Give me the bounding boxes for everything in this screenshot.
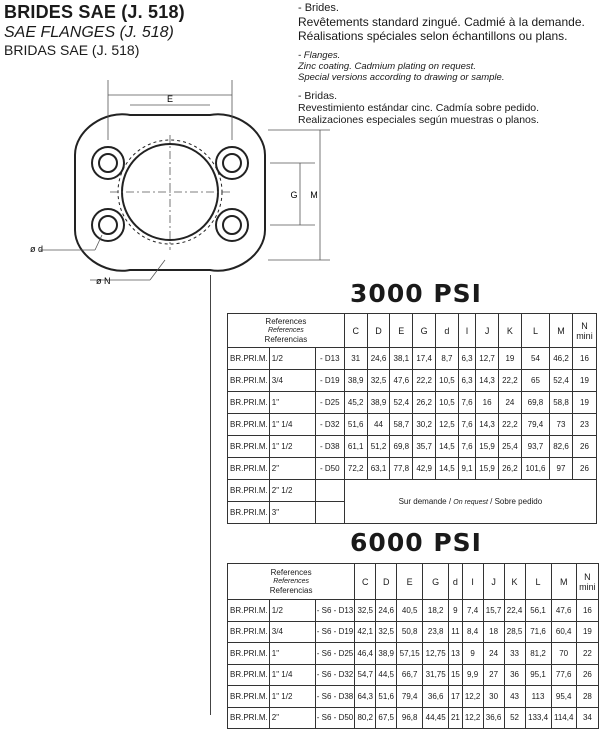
ref-code: - S6 - D50 <box>315 707 354 729</box>
table-cell: 19 <box>576 621 598 643</box>
ref-header-french: References <box>265 317 307 326</box>
table-cell: 40,5 <box>397 600 423 622</box>
ref-model: BR.PRI.M. <box>228 436 270 458</box>
table-cell: 14,3 <box>476 414 499 436</box>
col-header: J <box>476 314 499 348</box>
table-cell: 12,2 <box>462 686 483 708</box>
table-cell: 36,6 <box>423 686 449 708</box>
title-english: SAE FLANGES (J. 518) <box>4 24 174 41</box>
table-cell: 24 <box>499 392 522 414</box>
table-cell: 69,8 <box>521 392 549 414</box>
table-row <box>228 458 597 480</box>
table-cell: 80,2 <box>355 707 376 729</box>
psi6000-title: 6000 PSI <box>350 528 482 557</box>
table-cell: 42,1 <box>355 621 376 643</box>
table-row <box>228 414 597 436</box>
col-header: E <box>390 314 413 348</box>
dimension-n-label: ø N <box>96 276 111 286</box>
table-cell: 36 <box>504 664 525 686</box>
ref-code: - D13 <box>315 348 344 370</box>
table-cell: 16 <box>476 392 499 414</box>
ref-code: - S6 - D38 <box>315 686 354 708</box>
col-header: L <box>525 564 551 600</box>
table-cell: 63,1 <box>367 458 390 480</box>
table-cell: 26,2 <box>413 392 436 414</box>
ref-model: BR.PRI.M. <box>228 686 270 708</box>
table-cell: 26 <box>576 664 598 686</box>
ref-size: 1/2 <box>269 600 315 622</box>
ref-size: 1" <box>269 392 315 414</box>
table-cell: 31,75 <box>423 664 449 686</box>
table-cell: 19 <box>499 348 522 370</box>
table-cell: 22,2 <box>499 370 522 392</box>
table-cell: 77,6 <box>551 664 576 686</box>
col-n-mini-label: mini <box>579 581 596 592</box>
table-cell: 38,9 <box>376 643 397 665</box>
ref-code <box>315 480 344 502</box>
table-cell: 24,6 <box>367 348 390 370</box>
table-cell: 82,6 <box>550 436 573 458</box>
table-cell: 22,2 <box>499 414 522 436</box>
ref-code <box>315 502 344 524</box>
ref-model: BR.PRI.M. <box>228 392 270 414</box>
ref-code: - D50 <box>315 458 344 480</box>
ref-size: 3" <box>269 502 315 524</box>
table-row <box>228 480 597 502</box>
table-cell: 32,5 <box>355 600 376 622</box>
table-cell: 7,6 <box>458 436 475 458</box>
table-cell: 52,4 <box>550 370 573 392</box>
col-header: L <box>521 314 549 348</box>
ref-size: 3/4 <box>269 370 315 392</box>
table-cell: 7,6 <box>458 414 475 436</box>
note-french-line1: Revêtements standard zingué. Cadmié à la demande. <box>298 15 585 29</box>
ref-code: - D19 <box>315 370 344 392</box>
title-spanish: BRIDAS SAE (J. 518) <box>4 42 140 58</box>
table-cell: 77,8 <box>390 458 413 480</box>
col-header: K <box>504 564 525 600</box>
table-cell: 28,5 <box>504 621 525 643</box>
table-cell: 79,4 <box>521 414 549 436</box>
table-header-row <box>228 564 599 600</box>
table-cell: 21 <box>449 707 462 729</box>
note-english-line1: Zinc coating. Cadmium plating on request. <box>298 61 476 72</box>
dimension-g-label: G <box>290 190 298 200</box>
table-row <box>228 686 599 708</box>
table-row <box>228 600 599 622</box>
ref-header-french: References <box>270 568 312 577</box>
note-english-heading: - Flanges. <box>298 50 341 61</box>
table-cell: 73 <box>550 414 573 436</box>
table-cell: 52 <box>504 707 525 729</box>
table-cell: 12,5 <box>436 414 459 436</box>
col-header: C <box>344 314 367 348</box>
col-header: G <box>423 564 449 600</box>
ref-model: BR.PRI.M. <box>228 621 270 643</box>
on-demand-note: Sur demande / On request / Sobre pedido <box>344 480 596 524</box>
table-cell: 8,7 <box>436 348 459 370</box>
table-cell: 22 <box>576 643 598 665</box>
note-french <box>298 2 598 43</box>
col-header-n <box>572 314 596 348</box>
ref-code: - S6 - D32 <box>315 664 354 686</box>
col-header: I <box>462 564 483 600</box>
table-cell: 44 <box>367 414 390 436</box>
table-cell: 15,7 <box>483 600 504 622</box>
table-cell: 10,5 <box>436 392 459 414</box>
table-cell: 15 <box>449 664 462 686</box>
table-cell: 11 <box>449 621 462 643</box>
table-cell: 72,2 <box>344 458 367 480</box>
table-header-row <box>228 314 597 348</box>
table-cell: 36,6 <box>483 707 504 729</box>
on-demand-spanish: Sobre pedido <box>494 497 543 506</box>
table-cell: 133,4 <box>525 707 551 729</box>
note-english-line2: Special versions according to drawing or sample. <box>298 72 505 83</box>
col-header: K <box>499 314 522 348</box>
col-n-label: N <box>584 571 591 582</box>
dimension-m-label: M <box>310 190 318 200</box>
table-cell: 35,7 <box>413 436 436 458</box>
table-cell: 81,2 <box>525 643 551 665</box>
ref-size: 1" 1/2 <box>269 436 315 458</box>
table-cell: 51,6 <box>344 414 367 436</box>
table-cell: 16 <box>572 348 596 370</box>
table-cell: 70 <box>551 643 576 665</box>
ref-header-spanish: Referencias <box>269 586 313 595</box>
table-cell: 12,7 <box>476 348 499 370</box>
table-cell: 9,9 <box>462 664 483 686</box>
ref-code: - S6 - D19 <box>315 621 354 643</box>
table-cell: 97 <box>550 458 573 480</box>
table-cell: 18,2 <box>423 600 449 622</box>
table-row <box>228 370 597 392</box>
table-cell: 50,8 <box>397 621 423 643</box>
table-cell: 26 <box>572 436 596 458</box>
table-cell: 95,1 <box>525 664 551 686</box>
note-spanish-line2: Realizaciones especiales según muestras o planos. <box>298 114 540 126</box>
ref-code: - D25 <box>315 392 344 414</box>
psi3000-table <box>227 313 597 524</box>
ref-model: BR.PRI.M. <box>228 458 270 480</box>
flange-technical-drawing <box>0 60 330 300</box>
table-cell: 6,3 <box>458 370 475 392</box>
table-cell: 61,1 <box>344 436 367 458</box>
table-cell: 54,7 <box>355 664 376 686</box>
ref-model: BR.PRI.M. <box>228 664 270 686</box>
note-french-heading: - Brides. <box>298 2 339 14</box>
table-cell: 57,15 <box>397 643 423 665</box>
table-cell: 54 <box>521 348 549 370</box>
references-header <box>228 564 355 600</box>
table-cell: 46,2 <box>550 348 573 370</box>
table-cell: 46,4 <box>355 643 376 665</box>
table-cell: 14,5 <box>436 436 459 458</box>
table-cell: 71,6 <box>525 621 551 643</box>
table-cell: 64,3 <box>355 686 376 708</box>
ref-header-spanish: Referencias <box>264 335 308 344</box>
col-n-mini-label: mini <box>576 330 593 341</box>
ref-size: 1" 1/4 <box>269 414 315 436</box>
note-french-line2: Réalisations spéciales selon échantillons ou plans. <box>298 29 568 43</box>
table-cell: 67,5 <box>376 707 397 729</box>
table-cell: 14,3 <box>476 370 499 392</box>
table-cell: 30,2 <box>413 414 436 436</box>
table-cell: 27 <box>483 664 504 686</box>
table-cell: 95,4 <box>551 686 576 708</box>
on-demand-english: On request <box>453 499 488 506</box>
table-row <box>228 621 599 643</box>
table-cell: 32,5 <box>367 370 390 392</box>
table-cell: 113 <box>525 686 551 708</box>
table-cell: 65 <box>521 370 549 392</box>
table-cell: 15,9 <box>476 458 499 480</box>
description-notes <box>298 2 598 133</box>
table-cell: 10,5 <box>436 370 459 392</box>
table-cell: 52,4 <box>390 392 413 414</box>
table-cell: 43 <box>504 686 525 708</box>
ref-header-english: References <box>267 327 304 334</box>
table-row <box>228 348 597 370</box>
table-row <box>228 436 597 458</box>
table-cell: 9 <box>449 600 462 622</box>
ref-model: BR.PRI.M. <box>228 707 270 729</box>
table-cell: 23,8 <box>423 621 449 643</box>
table-cell: 42,9 <box>413 458 436 480</box>
table-cell: 24 <box>483 643 504 665</box>
col-header: d <box>436 314 459 348</box>
table-cell: 25,4 <box>499 436 522 458</box>
table-cell: 7,4 <box>462 600 483 622</box>
table-row <box>228 643 599 665</box>
table-cell: 47,6 <box>390 370 413 392</box>
col-header: G <box>413 314 436 348</box>
ref-code: - S6 - D13 <box>315 600 354 622</box>
on-demand-french: Sur demande <box>398 497 447 506</box>
table-cell: 30 <box>483 686 504 708</box>
table-cell: 101,6 <box>521 458 549 480</box>
dimension-e-label: E <box>166 94 174 104</box>
ref-size: 1" <box>269 643 315 665</box>
table-cell: 9,1 <box>458 458 475 480</box>
table-cell: 32,5 <box>376 621 397 643</box>
col-n-label: N <box>581 320 588 331</box>
col-header-n <box>576 564 598 600</box>
table-cell: 96,8 <box>397 707 423 729</box>
note-spanish <box>298 90 598 126</box>
ref-code: - D38 <box>315 436 344 458</box>
ref-code: - D32 <box>315 414 344 436</box>
ref-model: BR.PRI.M. <box>228 502 270 524</box>
title-block <box>4 2 185 59</box>
ref-size: 1" 1/4 <box>269 664 315 686</box>
table-row <box>228 664 599 686</box>
spec-sheet <box>210 275 600 723</box>
table-cell: 31 <box>344 348 367 370</box>
table-cell: 60,4 <box>551 621 576 643</box>
table-cell: 15,9 <box>476 436 499 458</box>
dimension-d-label: ø d <box>30 244 44 254</box>
table-cell: 18 <box>483 621 504 643</box>
ref-size: 2" 1/2 <box>269 480 315 502</box>
table-cell: 33 <box>504 643 525 665</box>
col-header: D <box>376 564 397 600</box>
table-cell: 23 <box>572 414 596 436</box>
table-cell: 9 <box>462 643 483 665</box>
psi3000-title: 3000 PSI <box>350 279 482 308</box>
table-cell: 13 <box>449 643 462 665</box>
table-cell: 93,7 <box>521 436 549 458</box>
table-cell: 12,75 <box>423 643 449 665</box>
col-header: D <box>367 314 390 348</box>
table-cell: 44,5 <box>376 664 397 686</box>
col-header: M <box>551 564 576 600</box>
ref-size: 2" <box>269 458 315 480</box>
table-cell: 12,2 <box>462 707 483 729</box>
col-header: E <box>397 564 423 600</box>
table-cell: 22,2 <box>413 370 436 392</box>
ref-size: 3/4 <box>269 621 315 643</box>
table-cell: 14,5 <box>436 458 459 480</box>
ref-size: 1" 1/2 <box>269 686 315 708</box>
table-cell: 6,3 <box>458 348 475 370</box>
note-spanish-heading: - Bridas. <box>298 90 338 102</box>
table-cell: 79,4 <box>397 686 423 708</box>
table-cell: 24,6 <box>376 600 397 622</box>
table-cell: 58,7 <box>390 414 413 436</box>
table-cell: 22,4 <box>504 600 525 622</box>
psi6000-table <box>227 563 599 729</box>
table-cell: 69,8 <box>390 436 413 458</box>
ref-size: 2" <box>269 707 315 729</box>
note-english <box>298 50 598 83</box>
table-cell: 19 <box>572 392 596 414</box>
table-cell: 16 <box>576 600 598 622</box>
table-cell: 28 <box>576 686 598 708</box>
table-cell: 47,6 <box>551 600 576 622</box>
col-header: J <box>483 564 504 600</box>
ref-model: BR.PRI.M. <box>228 600 270 622</box>
col-header: C <box>355 564 376 600</box>
table-cell: 26 <box>572 458 596 480</box>
table-cell: 17 <box>449 686 462 708</box>
title-french: BRIDES SAE (J. 518) <box>4 2 185 22</box>
ref-model: BR.PRI.M. <box>228 370 270 392</box>
table-cell: 56,1 <box>525 600 551 622</box>
table-cell: 45,2 <box>344 392 367 414</box>
table-cell: 58,8 <box>550 392 573 414</box>
table-row <box>228 707 599 729</box>
col-header: d <box>449 564 462 600</box>
table-cell: 38,9 <box>367 392 390 414</box>
table-cell: 26,2 <box>499 458 522 480</box>
table-cell: 34 <box>576 707 598 729</box>
ref-size: 1/2 <box>269 348 315 370</box>
table-cell: 19 <box>572 370 596 392</box>
table-cell: 51,6 <box>376 686 397 708</box>
col-header: M <box>550 314 573 348</box>
table-cell: 38,9 <box>344 370 367 392</box>
table-cell: 17,4 <box>413 348 436 370</box>
table-cell: 114,4 <box>551 707 576 729</box>
table-cell: 38,1 <box>390 348 413 370</box>
col-header: I <box>458 314 475 348</box>
ref-model: BR.PRI.M. <box>228 348 270 370</box>
ref-model: BR.PRI.M. <box>228 414 270 436</box>
ref-model: BR.PRI.M. <box>228 480 270 502</box>
ref-model: BR.PRI.M. <box>228 643 270 665</box>
table-cell: 44,45 <box>423 707 449 729</box>
table-cell: 8,4 <box>462 621 483 643</box>
references-header <box>228 314 345 348</box>
table-cell: 66,7 <box>397 664 423 686</box>
ref-header-english: References <box>273 578 310 585</box>
note-spanish-line1: Revestimiento estándar cinc. Cadmía sobre pedido. <box>298 102 540 114</box>
table-cell: 7,6 <box>458 392 475 414</box>
table-row <box>228 392 597 414</box>
ref-code: - S6 - D25 <box>315 643 354 665</box>
table-cell: 51,2 <box>367 436 390 458</box>
